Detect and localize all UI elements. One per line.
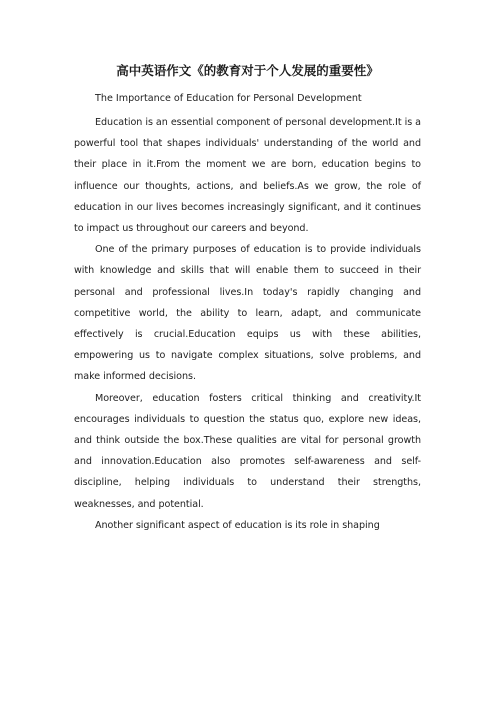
document-page <box>74 62 421 536</box>
paragraph-2: One of the primary purposes of education is to provide individuals with knowledge and skills that will enable them to succeed in their personal and professional lives.In today's rapidly changing and competitive world, the ability to learn, adapt, and communicate effectively is crucial.Education equips us with these abilities, empowering us to navigate complex situations, solve problems, and make informed decisions. <box>74 244 421 383</box>
paragraph-4: Another significant aspect of education is its role in shaping <box>95 519 380 531</box>
document-title: 高中英语作文《的教育对于个人发展的重要性》 <box>116 63 379 78</box>
essay-subtitle: The Importance of Education for Personal Development <box>95 93 362 104</box>
paragraph-1: Education is an essential component of personal development.It is a powerful tool that shapes individuals' understanding of the world and their place in it.From the moment we are born, education begins to influence our thoughts, actions, and beliefs.As we grow, the role of education in our lives becomes increasingly significant, and it continues to impact us throughout our careers and beyond. <box>74 117 421 235</box>
paragraph-3: Moreover, education fosters critical thinking and creativity.It encourages individuals to question the status quo, explore new ideas, and think outside the box.These qualities are vital for personal growth and innovation.Education also promotes self-awareness and self-discipline, helping individuals to understand their strengths, weaknesses, and potential. <box>74 392 421 510</box>
